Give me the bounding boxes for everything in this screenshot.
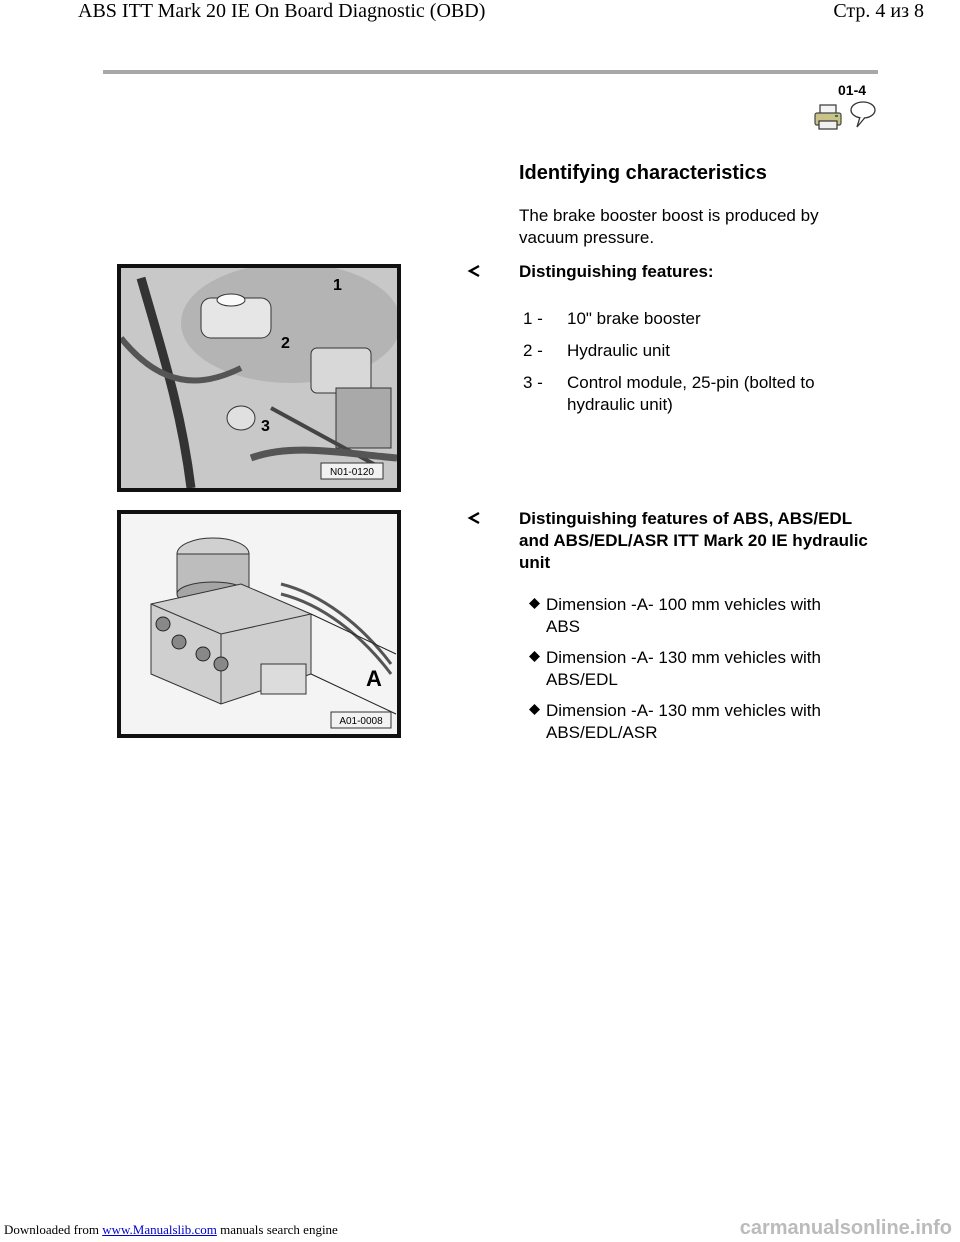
page-number: 01-4 xyxy=(838,82,867,98)
document-title: ABS ITT Mark 20 IE On Board Diagnostic (OBD) xyxy=(78,0,486,22)
dimension-label: A xyxy=(366,666,382,691)
left-arrow-icon xyxy=(467,264,481,278)
list-item-number: 1 - xyxy=(523,309,543,328)
diamond-bullet-icon xyxy=(529,704,540,715)
section-title: Identifying characteristics xyxy=(519,162,767,184)
figure2-heading: Distinguishing features of ABS, ABS/EDL and ABS/EDL/ASR ITT Mark 20 IE hydraulic unit xyxy=(519,509,868,572)
list-item-text: Hydraulic unit xyxy=(567,341,670,360)
watermark: carmanualsonline.info xyxy=(739,1217,952,1239)
left-arrow-icon xyxy=(467,511,481,525)
download-footer: Downloaded from www.Manualslib.com manuals search engine xyxy=(4,1222,338,1237)
bullet-item: Dimension -A- 130 mm vehicles with ABS/EDL xyxy=(546,648,821,689)
diamond-bullet-icon xyxy=(529,598,540,609)
print-icon[interactable] xyxy=(813,104,843,130)
callout-3: 3 xyxy=(261,418,270,435)
list-item-text: Control module, 25-pin (bolted to hydraulic unit) xyxy=(567,373,815,414)
diamond-bullet-icon xyxy=(529,651,540,662)
callout-2: 2 xyxy=(281,335,290,352)
hydraulic-unit-illustration xyxy=(121,514,397,734)
brake-booster-illustration xyxy=(121,268,397,488)
bullet-item: Dimension -A- 100 mm vehicles with ABS xyxy=(546,595,821,636)
manualslib-link[interactable]: www.Manualslib.com xyxy=(102,1222,217,1237)
figure-code-label: N01-0120 xyxy=(330,467,374,478)
list-item-number: 3 - xyxy=(523,373,543,392)
speech-balloon-icon[interactable] xyxy=(848,100,878,130)
bullet-item: Dimension -A- 130 mm vehicles with ABS/EDL/ASR xyxy=(546,701,821,742)
figure-code-label: A01-0008 xyxy=(339,716,383,727)
brake-booster-photo xyxy=(117,264,401,492)
page-info: Стр. 4 из 8 xyxy=(833,0,924,22)
intro-paragraph: The brake booster boost is produced by vacuum pressure. xyxy=(519,206,819,247)
list-item-number: 2 - xyxy=(523,341,543,360)
figure1-heading: Distinguishing features: xyxy=(519,262,714,281)
header-rule xyxy=(103,70,878,74)
callout-1: 1 xyxy=(333,277,342,294)
list-item-text: 10" brake booster xyxy=(567,309,701,328)
hydraulic-unit-photo xyxy=(117,510,401,738)
